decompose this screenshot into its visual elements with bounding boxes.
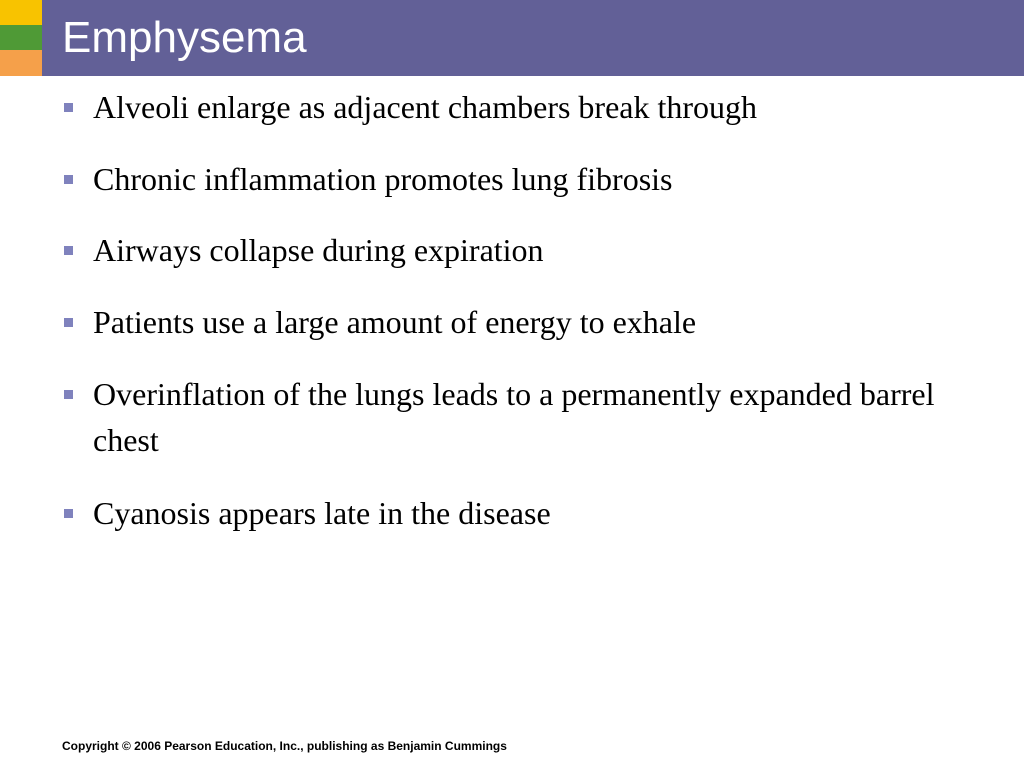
bullet-item [64,90,944,130]
square-bullet-icon [64,103,73,112]
bullet-item [64,377,944,463]
bullet-text: Alveoli enlarge as adjacent chambers break through [93,89,758,125]
bullet-text: Chronic inflammation promotes lung fibrosis [93,161,673,197]
copyright-footer: Copyright © 2006 Pearson Education, Inc., publishing as Benjamin Cummings [62,739,507,753]
bullet-text: Cyanosis appears late in the disease [93,495,551,531]
bullet-item [64,233,944,273]
square-bullet-icon [64,246,73,255]
bullet-text: Overinflation of the lungs leads to a permanently expanded barrel chest [93,376,935,458]
square-bullet-icon [64,318,73,327]
bullet-item [64,162,944,202]
square-bullet-icon [64,390,73,399]
square-bullet-icon [64,175,73,184]
bullet-item [64,305,944,345]
square-bullet-icon [64,509,73,518]
slide-title: Emphysema [62,13,307,62]
bullet-text: Airways collapse during expiration [93,232,544,268]
bullet-text: Patients use a large amount of energy to exhale [93,304,697,340]
bullet-item [64,496,944,536]
